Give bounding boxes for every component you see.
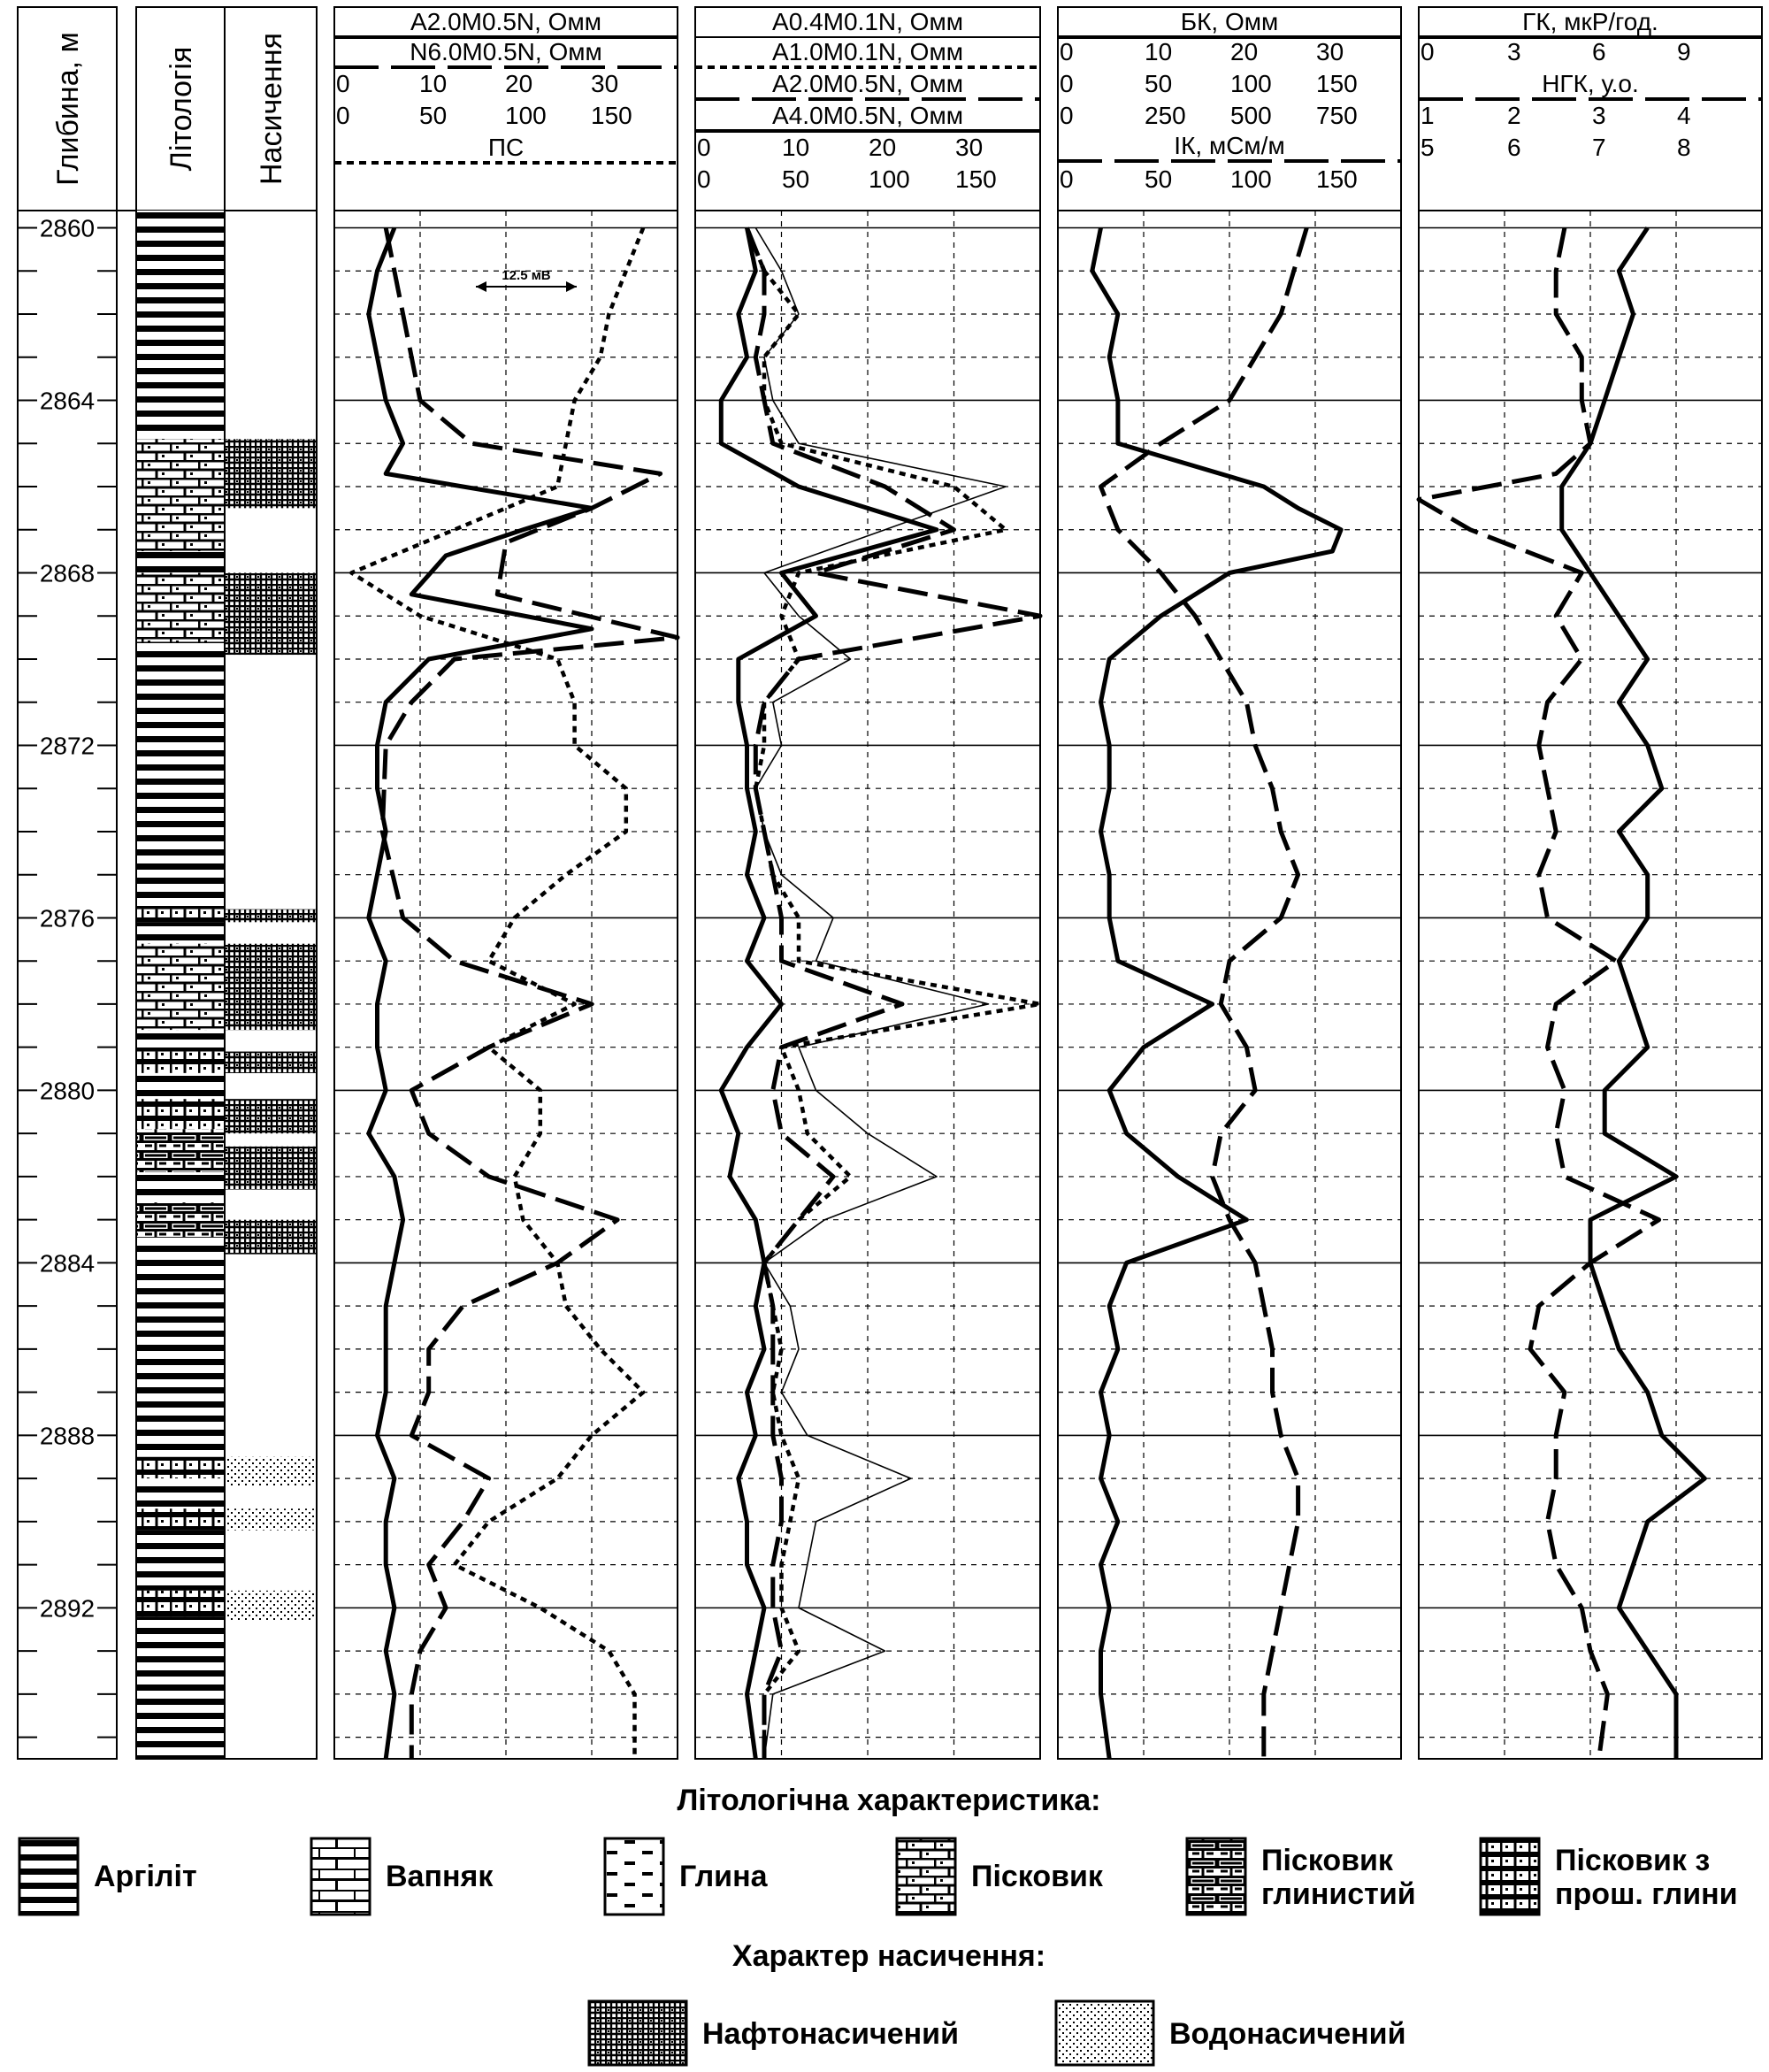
track-3 (1058, 7, 1401, 1759)
legend-label-sandstone: Пісковик (971, 1860, 1103, 1893)
track-4 (1419, 7, 1762, 1759)
track-4-curves (1419, 228, 1704, 1760)
saturation-interval (226, 909, 316, 923)
track-3-extra-scale-tick-4: 150 (1316, 165, 1358, 193)
lithology-interval (137, 1591, 224, 1616)
lithology-intervals (137, 211, 224, 1759)
track-1-scale-2-tick-4: 150 (591, 102, 632, 129)
legend-swatch-sandstone (897, 1838, 955, 1915)
track-4-scale-1-tick-4: 9 (1677, 38, 1691, 65)
track-3-scale-1-tick-3: 20 (1230, 38, 1259, 65)
track-3-scale-2-tick-4: 150 (1316, 70, 1358, 97)
track-3-curve-1-name: БК, Омм (1180, 8, 1279, 35)
saturation-legend-title: Характер насичення: (731, 1939, 1046, 1973)
curve-11 (1419, 228, 1659, 1760)
track-3-grid (1058, 211, 1401, 1759)
saturation-interval (226, 944, 316, 1030)
track-2-scale-1-tick-4: 30 (955, 134, 984, 161)
depth-label: 2864 (39, 387, 96, 415)
track-3-scale-1-tick-4: 30 (1316, 38, 1344, 65)
legend-label-sandstone-clay: прош. глини (1555, 1877, 1738, 1911)
lithology-interval (137, 1202, 224, 1237)
track-1-scale-1-tick-1: 0 (336, 70, 350, 97)
track-4-extra-scale-2-tick-2: 6 (1507, 134, 1521, 161)
saturation-interval (226, 1220, 316, 1255)
track-4-curve-1-name: ГК, мкР/год. (1522, 8, 1658, 35)
saturation-column (225, 7, 317, 1759)
sp-scale-annotation (476, 268, 577, 292)
depth-label: 2872 (39, 732, 96, 760)
lithology-legend-title: Літологічна характеристика: (677, 1784, 1101, 1817)
lithology-interval (137, 1616, 224, 1759)
track-2-scale-2-tick-1: 0 (697, 165, 711, 193)
track-1-scale-1-tick-2: 10 (419, 70, 448, 97)
saturation-interval (226, 1099, 316, 1133)
saturation-interval (226, 439, 316, 508)
lithology-interval (137, 1129, 224, 1172)
track-2-curve-3-name: A2.0M0.5N, Омм (772, 70, 963, 97)
track-2 (695, 7, 1040, 1759)
track-3-extra-scale-tick-1: 0 (1060, 165, 1074, 193)
legend-label-water: Водонасичений (1169, 2017, 1406, 2051)
sp-scale-label: 12.5 мВ (502, 268, 551, 283)
sp-scale-arrow-right (566, 281, 577, 292)
depth-header: Глибина, м (51, 32, 85, 186)
track-4-curve-2-name: НГК, у.о. (1542, 70, 1639, 97)
legend-swatch-clay (605, 1838, 663, 1915)
track-1-curve-2-name: N6.0M0.5N, Омм (410, 38, 602, 65)
legend-label-sandstone-clay: Пісковик з (1555, 1844, 1711, 1877)
lithology-interval (137, 1508, 224, 1530)
curve-6 (747, 228, 1041, 1760)
lithology-interval (137, 1531, 224, 1591)
depth-label: 2892 (39, 1594, 96, 1623)
lithology-header: Літологія (165, 46, 198, 172)
track-3-scale-2-tick-3: 100 (1230, 70, 1272, 97)
track-3-scale-3-tick-4: 750 (1316, 102, 1358, 129)
legend-label-clayey-sandstone: глинистий (1261, 1877, 1416, 1911)
track-4-extra-scale-1-tick-1: 1 (1421, 102, 1435, 129)
track-2-scale-1-tick-2: 10 (782, 134, 810, 161)
saturation-header: Насичення (255, 32, 288, 186)
legend-label-argillite: Аргіліт (94, 1860, 197, 1893)
track-1 (334, 7, 678, 1759)
lithology-interval (137, 944, 224, 1030)
track-2-scale-1-tick-3: 20 (869, 134, 897, 161)
curve-2 (382, 228, 678, 1760)
track-3-extra-scale-tick-2: 50 (1145, 165, 1173, 193)
saturation-interval (226, 1591, 316, 1621)
track-3-scale-2-tick-2: 50 (1145, 70, 1173, 97)
legend-label-clayey-sandstone: Пісковик (1261, 1844, 1393, 1877)
depth-label: 2876 (39, 904, 96, 932)
lithology-interval (137, 1073, 224, 1099)
lithology-interval (137, 572, 224, 641)
legend-label-clay: Глина (679, 1860, 768, 1893)
curve-7 (721, 228, 937, 1760)
track-2-scale-2-tick-3: 100 (869, 165, 910, 193)
lithology-interval (137, 551, 224, 572)
saturation-interval (226, 572, 316, 655)
track-1-scale-1-tick-4: 30 (591, 70, 619, 97)
track-1-scale-2-tick-3: 100 (505, 102, 547, 129)
track-1-curves (351, 228, 678, 1760)
track-3-scale-1-tick-2: 10 (1145, 38, 1173, 65)
legend-swatch-oil (589, 2001, 686, 2065)
lithology-interval (137, 1052, 224, 1073)
track-1-curve-1-name: A2.0M0.5N, Омм (410, 8, 601, 35)
track-4-scale-1-tick-2: 3 (1507, 38, 1521, 65)
depth-label: 2860 (39, 214, 96, 242)
track-4-extra-scale-1-tick-2: 2 (1507, 102, 1521, 129)
legend-swatch-limestone (311, 1838, 370, 1915)
track-1-scale-2-tick-1: 0 (336, 102, 350, 129)
track-2-curves (721, 228, 1040, 1760)
track-2-scale-1-tick-1: 0 (697, 134, 711, 161)
lithology-interval (137, 1172, 224, 1202)
lithology-interval (137, 1237, 224, 1457)
depth-label: 2888 (39, 1422, 96, 1450)
track-4-scale-1-tick-1: 0 (1421, 38, 1435, 65)
track-3-scale-1-tick-1: 0 (1060, 38, 1074, 65)
track-1-scale-2-tick-2: 50 (419, 102, 448, 129)
track-3-extra-scale-tick-3: 100 (1230, 165, 1272, 193)
legend (19, 1784, 1738, 2065)
track-3-scale-3-tick-1: 0 (1060, 102, 1074, 129)
track-4-extra-scale-2-tick-3: 7 (1592, 134, 1606, 161)
track-2-curve-2-name: A1.0M0.1N, Омм (772, 38, 963, 65)
track-3-scale-2-tick-1: 0 (1060, 70, 1074, 97)
legend-swatch-water (1056, 2001, 1153, 2065)
depth-axis (18, 214, 117, 1737)
saturation-interval (226, 1052, 316, 1073)
track-3-curve-2-name: ІК, мСм/м (1174, 132, 1285, 159)
track-2-curve-1-name: A0.4M0.1N, Омм (772, 8, 963, 35)
lithology-interval (137, 1030, 224, 1051)
track-1-scale-1-tick-3: 20 (505, 70, 533, 97)
track-3-scale-3-tick-2: 250 (1145, 102, 1186, 129)
depth-label: 2880 (39, 1077, 96, 1105)
lithology-interval (137, 1457, 224, 1478)
curve-4 (755, 228, 1006, 1760)
legend-swatch-argillite (19, 1838, 78, 1915)
track-4-scale-1-tick-3: 6 (1592, 38, 1606, 65)
saturation-interval (226, 1508, 316, 1530)
lithology-interval (137, 641, 224, 909)
saturation-intervals (226, 439, 316, 1621)
depth-label: 2884 (39, 1249, 96, 1278)
track-4-extra-scale-1-tick-3: 3 (1592, 102, 1606, 129)
track-2-curve-4-name: A4.0M0.5N, Омм (772, 102, 963, 129)
curve-10 (1562, 228, 1705, 1760)
track-3-curves (1092, 228, 1341, 1760)
saturation-interval (226, 1457, 316, 1487)
lithology-interval (137, 1099, 224, 1129)
saturation-interval (226, 1147, 316, 1190)
lithology-interval (137, 1478, 224, 1508)
track-4-extra-scale-1-tick-4: 4 (1677, 102, 1691, 129)
saturation-legend-items (589, 2001, 1405, 2065)
track-2-scale-2-tick-2: 50 (782, 165, 810, 193)
legend-swatch-sandstone-clay (1481, 1838, 1539, 1915)
track-3-scale-3-tick-3: 500 (1230, 102, 1272, 129)
track-4-extra-scale-2-tick-4: 8 (1677, 134, 1691, 161)
lithology-legend-items (19, 1838, 1738, 1915)
legend-swatch-clayey-sandstone (1187, 1838, 1245, 1915)
sp-scale-arrow-left (476, 281, 486, 292)
legend-label-oil: Нафтонасичений (702, 2017, 959, 2051)
lithology-interval (137, 909, 224, 923)
curve-5 (747, 228, 1041, 1760)
lithology-interval (137, 211, 224, 439)
lithology-interval (137, 922, 224, 943)
legend-label-limestone: Вапняк (386, 1860, 494, 1893)
curve-9 (1101, 228, 1307, 1760)
track-1-curve-3-name: ПС (487, 134, 525, 161)
depth-label: 2868 (39, 559, 96, 587)
track-4-extra-scale-2-tick-1: 5 (1421, 134, 1435, 161)
depth-column (18, 7, 117, 1759)
curve-8 (1092, 228, 1341, 1760)
track-2-scale-2-tick-4: 150 (955, 165, 997, 193)
lithology-interval (137, 439, 224, 551)
